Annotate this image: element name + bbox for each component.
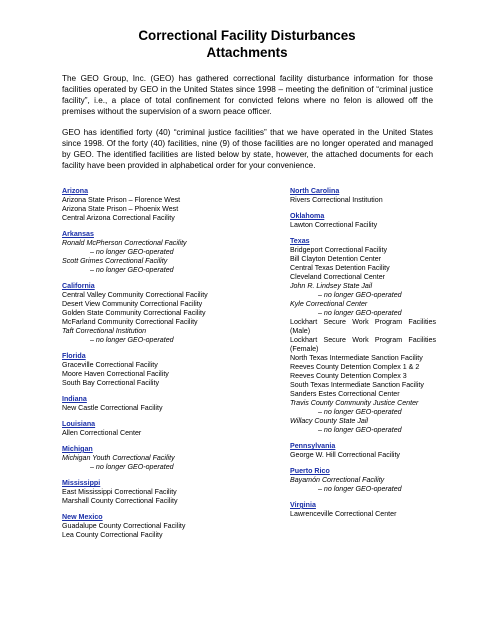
state-section-virginia <box>290 501 436 519</box>
facility-name: Central Valley Community Correctional Facility <box>62 291 208 299</box>
facility-name: North Texas Intermediate Sanction Facility <box>290 354 423 362</box>
facility-status-note: – no longer GEO-operated <box>318 408 402 416</box>
facility-name: Reeves County Detention Complex 3 <box>290 372 407 380</box>
facility-name: Golden State Community Correctional Facility <box>62 309 206 317</box>
state-section-michigan <box>62 445 237 472</box>
facility-name: South Texas Intermediate Sanction Facility <box>290 381 424 389</box>
facility-name: Arizona State Prison – Florence West <box>62 196 181 204</box>
facility-name: McFarland Community Correctional Facility <box>62 318 198 326</box>
state-section-california <box>62 282 237 345</box>
state-link-mississippi[interactable]: Mississippi <box>62 479 101 487</box>
state-link-arizona[interactable]: Arizona <box>62 187 89 195</box>
facility-name: Bayamón Correctional Facility <box>290 476 385 484</box>
state-link-michigan[interactable]: Michigan <box>62 445 93 453</box>
state-link-puerto-rico[interactable]: Puerto Rico <box>290 467 330 475</box>
facility-name: John R. Lindsey State Jail <box>290 282 373 290</box>
facility-name: Reeves County Detention Complex 1 & 2 <box>290 363 420 371</box>
facility-name: Cleveland Correctional Center <box>290 273 386 281</box>
facility-name: Lockhart Secure Work Program Facilities <box>290 318 436 326</box>
facility-name: New Castle Correctional Facility <box>62 404 163 412</box>
state-section-mississippi <box>62 479 237 506</box>
facility-name: Michigan Youth Correctional Facility <box>62 454 175 462</box>
facility-name: Bill Clayton Detention Center <box>290 255 382 263</box>
states-column-right <box>290 187 436 526</box>
facility-status-note: – no longer GEO-operated <box>90 336 174 344</box>
state-section-texas <box>290 237 436 435</box>
facility-name: Guadalupe County Correctional Facility <box>62 522 186 530</box>
state-section-puerto-rico <box>290 467 436 494</box>
facility-name: Sanders Estes Correctional Center <box>290 390 400 398</box>
state-section-north-carolina <box>290 187 436 205</box>
facility-status-note: – no longer GEO-operated <box>318 426 402 434</box>
title-line-1: Correctional Facility Disturbances <box>138 28 356 43</box>
facility-name: Kyle Correctional Center <box>290 300 368 308</box>
state-link-virginia[interactable]: Virginia <box>290 501 316 509</box>
state-link-new-mexico[interactable]: New Mexico <box>62 513 103 521</box>
state-section-arizona <box>62 187 237 223</box>
state-link-pennsylvania[interactable]: Pennsylvania <box>290 442 336 450</box>
title-line-2: Attachments <box>206 45 288 60</box>
state-link-indiana[interactable]: Indiana <box>62 395 87 403</box>
facility-name: Lockhart Secure Work Program Facilities <box>290 336 436 344</box>
facility-status-note: – no longer GEO-operated <box>90 248 174 256</box>
states-column-left <box>62 187 237 547</box>
state-section-new-mexico <box>62 513 237 540</box>
intro-paragraph-1: The GEO Group, Inc. (GEO) has gathered correctional facility disturbance information for those facilities operated by GEO in the United States since 1998 – meeting the definition of “criminal justice facility”, i.e., a place of total confinement for convicted felons where no felon is allowed off the premises without the supervision of a sworn peace officer. <box>62 74 433 116</box>
state-link-louisiana[interactable]: Louisiana <box>62 420 96 428</box>
facility-name: George W. Hill Correctional Facility <box>290 451 400 459</box>
facility-name: Lawrenceville Correctional Center <box>290 510 397 518</box>
facility-name: South Bay Correctional Facility <box>62 379 159 387</box>
facility-name: Moore Haven Correctional Facility <box>62 370 169 378</box>
state-link-arkansas[interactable]: Arkansas <box>62 230 94 238</box>
facility-name: Rivers Correctional Institution <box>290 196 383 204</box>
state-link-texas[interactable]: Texas <box>290 237 310 245</box>
state-link-florida[interactable]: Florida <box>62 352 86 360</box>
state-section-indiana <box>62 395 237 413</box>
facility-status-note: – no longer GEO-operated <box>90 463 174 471</box>
facility-status-note: – no longer GEO-operated <box>318 309 402 317</box>
state-section-arkansas <box>62 230 237 275</box>
state-link-oklahoma[interactable]: Oklahoma <box>290 212 325 220</box>
facility-name: Ronald McPherson Correctional Facility <box>62 239 187 247</box>
intro-paragraph-2: GEO has identified forty (40) “criminal justice facilities” that we have operated in the United States since 1998. Of the forty (40) facilities, nine (9) of those facilities are no longer operated and managed by GEO. The identified facilities are listed below by state, however, the attached documents for each facility have been provided in alphabetical order for your convenience. <box>62 128 433 170</box>
facility-name: Marshall County Correctional Facility <box>62 497 178 505</box>
state-section-oklahoma <box>290 212 436 230</box>
facility-name-suffix: (Female) <box>290 345 319 353</box>
facility-status-note: – no longer GEO-operated <box>318 291 402 299</box>
state-section-pennsylvania <box>290 442 436 460</box>
state-section-florida <box>62 352 237 388</box>
document-title <box>0 27 494 61</box>
facility-name: Arizona State Prison – Phoenix West <box>62 205 179 213</box>
facility-name: Bridgeport Correctional Facility <box>290 246 387 254</box>
facility-name: Graceville Correctional Facility <box>62 361 158 369</box>
facility-name: Scott Grimes Correctional Facility <box>62 257 168 265</box>
facility-status-note: – no longer GEO-operated <box>318 485 402 493</box>
facility-status-note: – no longer GEO-operated <box>90 266 174 274</box>
state-section-louisiana <box>62 420 237 438</box>
facility-name: Willacy County State Jail <box>290 417 368 425</box>
facility-name: Desert View Community Correctional Facility <box>62 300 203 308</box>
facility-name: Lea County Correctional Facility <box>62 531 163 539</box>
facility-name: Lawton Correctional Facility <box>290 221 378 229</box>
facility-name: Central Texas Detention Facility <box>290 264 390 272</box>
state-link-california[interactable]: California <box>62 282 95 290</box>
facility-name: Central Arizona Correctional Facility <box>62 214 175 222</box>
facility-name: East Mississippi Correctional Facility <box>62 488 177 496</box>
facility-name: Allen Correctional Center <box>62 429 142 437</box>
facility-name-suffix: (Male) <box>290 327 311 335</box>
facility-name: Taft Correctional Institution <box>62 327 147 335</box>
state-link-north-carolina[interactable]: North Carolina <box>290 187 340 195</box>
facility-name: Travis County Community Justice Center <box>290 399 419 407</box>
